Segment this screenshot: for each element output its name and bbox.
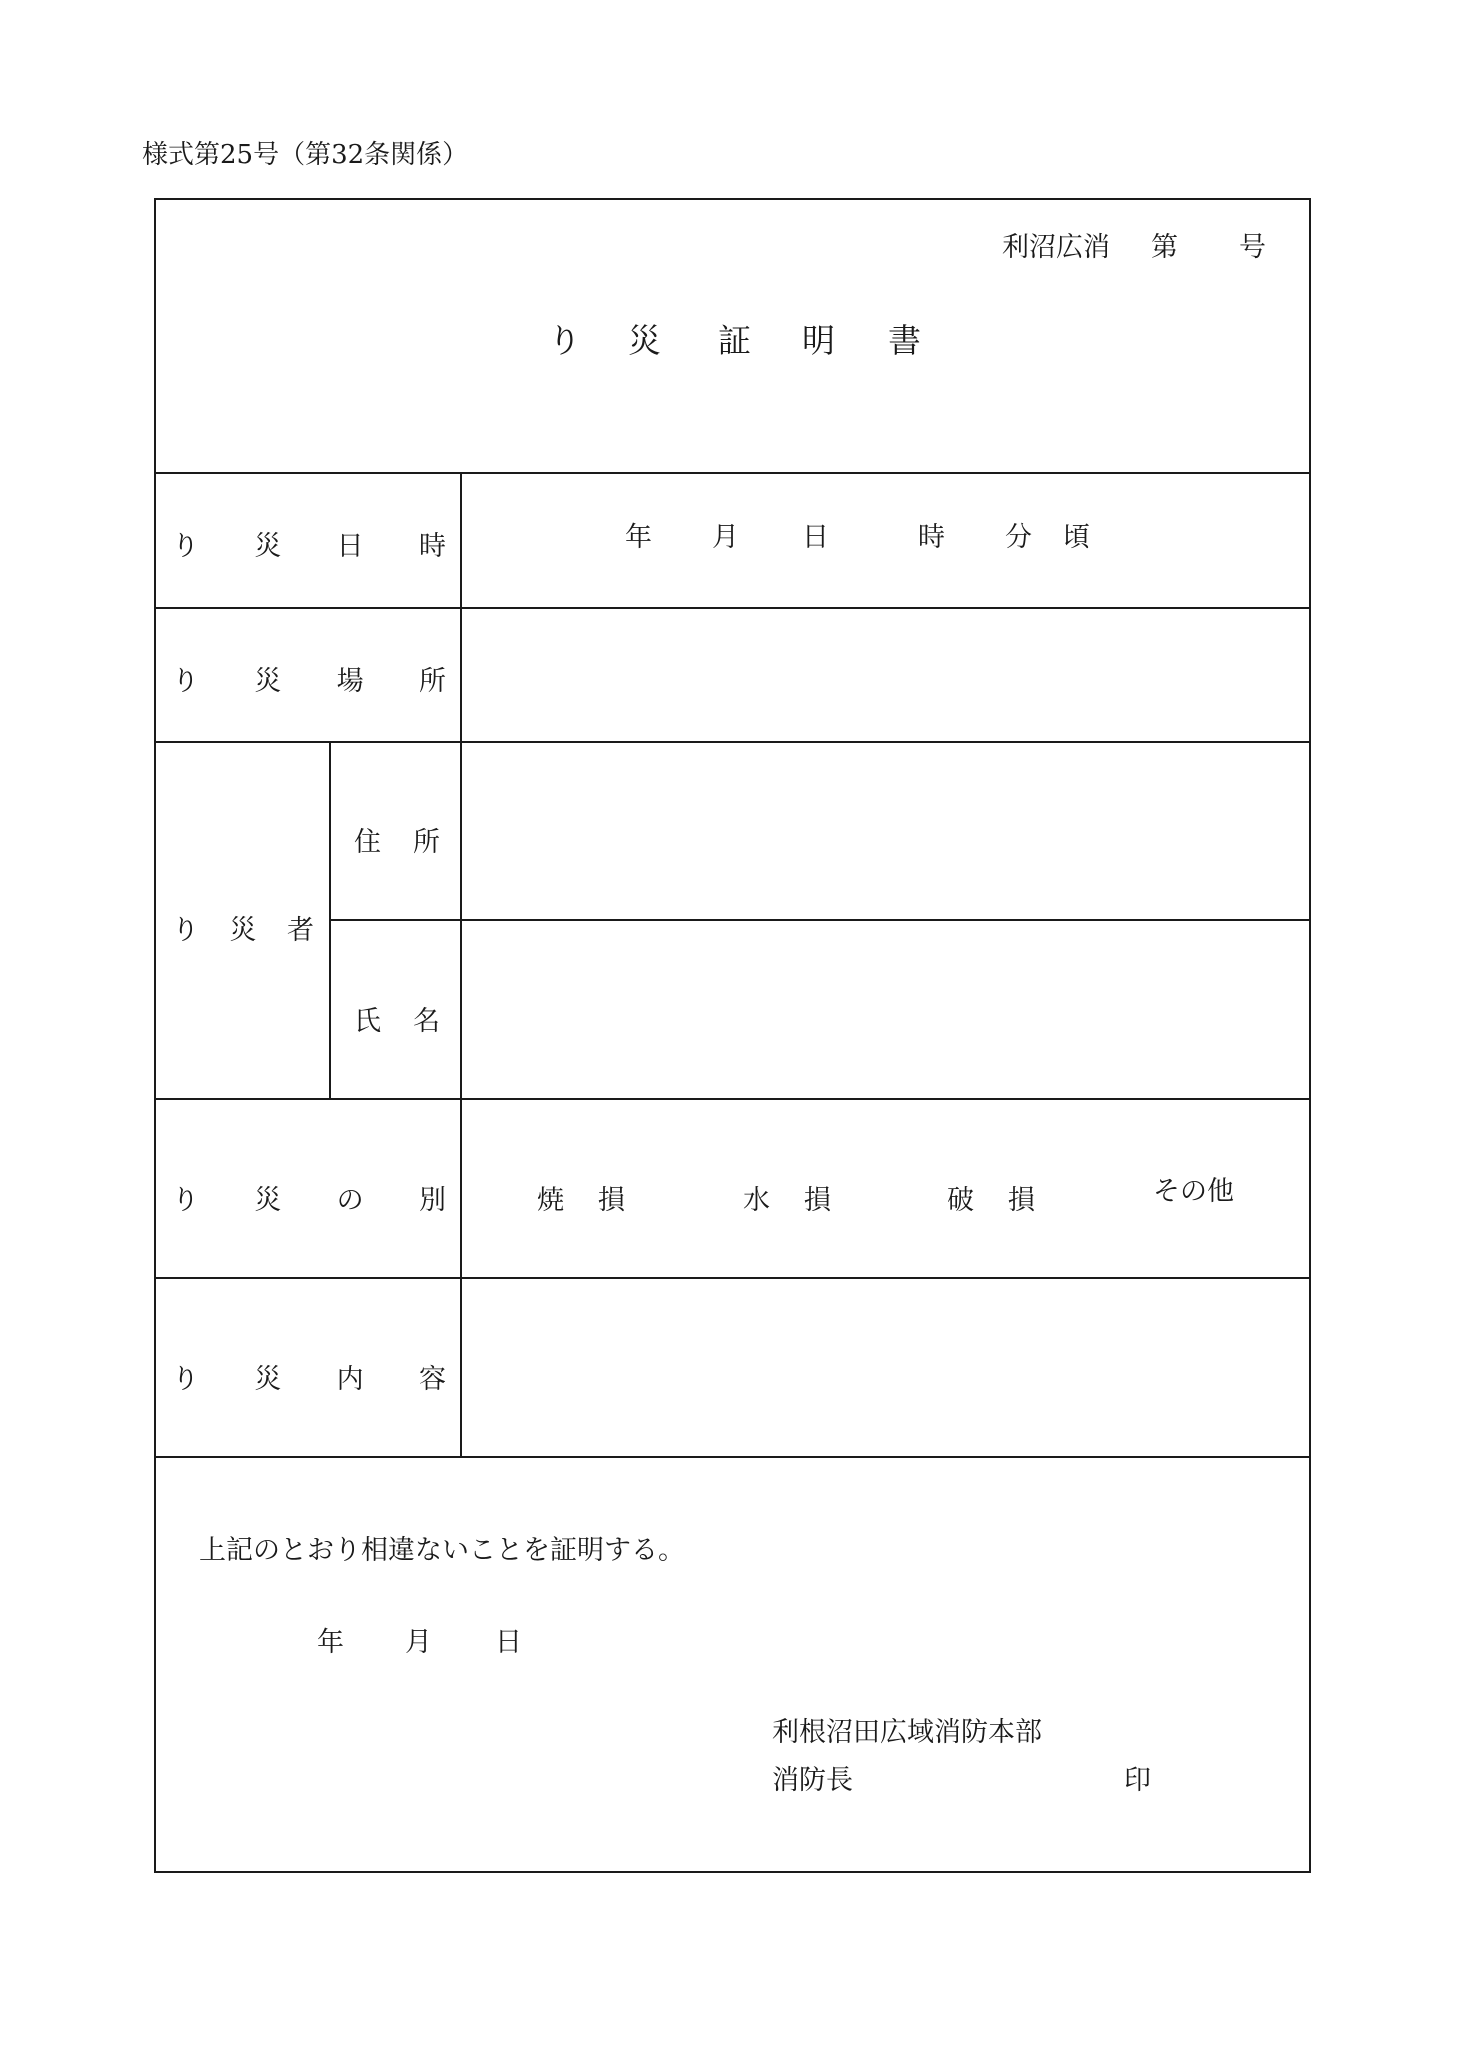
- cert-unit-day: 日: [495, 1627, 522, 1658]
- fire-chief-title: 消防長: [772, 1765, 853, 1796]
- seal-mark: 印: [1124, 1765, 1151, 1796]
- label-address: 住 所: [354, 827, 440, 858]
- rule-type-bottom: [154, 1277, 1311, 1279]
- option-water-damage: 水 損: [743, 1185, 831, 1216]
- unit-hour: 時: [918, 522, 945, 553]
- title-char: 証: [718, 321, 751, 360]
- doc-number-prefix: 利沼広消: [1002, 232, 1110, 263]
- label-victim: り 災 者: [172, 915, 314, 946]
- cert-unit-year: 年: [317, 1627, 344, 1658]
- form-code: 様式第25号（第32条関係）: [142, 140, 469, 170]
- option-other: その他: [1153, 1176, 1234, 1207]
- unit-year: 年: [625, 522, 652, 553]
- rule-content-bottom: [154, 1456, 1311, 1458]
- label-name: 氏 名: [354, 1006, 440, 1037]
- title-char: り: [548, 321, 581, 360]
- title-char: 災: [628, 321, 661, 360]
- unit-day: 日: [802, 522, 829, 553]
- option-breakage: 破 損: [947, 1185, 1035, 1216]
- rule-datetime-bottom: [154, 607, 1311, 609]
- label-damage-type: り 災 の 別: [172, 1185, 446, 1216]
- rule-address-bottom: [329, 919, 1311, 921]
- rule-place-bottom: [154, 741, 1311, 743]
- certificate-frame: [154, 198, 1311, 1873]
- option-burn-damage: 焼 損: [537, 1185, 625, 1216]
- unit-approx: 頃: [1063, 522, 1090, 553]
- unit-minute: 分: [1005, 522, 1032, 553]
- label-place: り 災 場 所: [172, 666, 446, 697]
- certification-statement: 上記のとおり相違ないことを証明する。: [199, 1535, 685, 1566]
- title-char: 書: [888, 321, 921, 360]
- doc-number-go: 号: [1239, 232, 1266, 263]
- label-datetime: り 災 日 時: [172, 531, 446, 562]
- label-damage-content: り 災 内 容: [172, 1364, 446, 1395]
- rule-victim-subcolumn: [329, 741, 331, 1099]
- rule-victim-bottom: [154, 1098, 1311, 1100]
- rule-label-column: [460, 472, 462, 1457]
- rule-header-bottom: [154, 472, 1311, 474]
- unit-month: 月: [712, 522, 739, 553]
- doc-number-dai: 第: [1151, 232, 1178, 263]
- cert-unit-month: 月: [405, 1627, 432, 1658]
- issuing-organization: 利根沼田広域消防本部: [772, 1717, 1042, 1748]
- title-char: 明: [802, 321, 835, 360]
